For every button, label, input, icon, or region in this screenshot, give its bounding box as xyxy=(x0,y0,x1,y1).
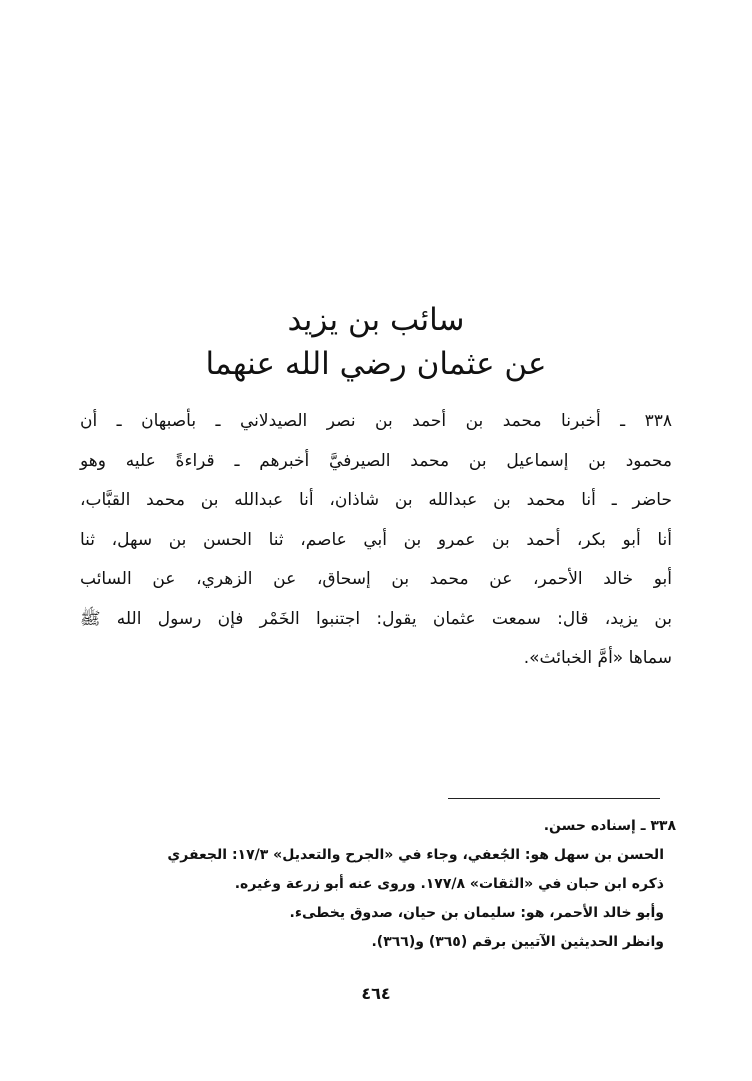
hadith-text xyxy=(80,402,672,679)
footnote-line: وأبو خالد الأحمر، هو: سليمان بن حيان، صدوق يخطىء. xyxy=(289,905,664,921)
footnote-line: وانظر الحديثين الآتيين برقم (٣٦٥) و(٣٦٦). xyxy=(371,934,664,950)
body-line: حاضر ـ أنا محمد بن عبدالله بن شاذان، أنا عبدالله بن محمد القبَّاب، xyxy=(80,490,672,510)
body-line: أنا أبو بكر، أحمد بن عمرو بن أبي عاصم، ثنا الحسن بن سهل، ثنا xyxy=(80,529,672,550)
body-line: ٣٣٨ ـ أخبرنا محمد بن أحمد بن نصر الصيدلاني ـ بأصبهان ـ أن xyxy=(80,411,672,431)
heading-line-2: عن عثمان رضي الله عنهما xyxy=(205,346,547,382)
footnote-line: ذكره ابن حبان في «الثقات» ١٧٧/٨. وروى عنه أبو زرعة وغيره. xyxy=(234,876,664,892)
body-line: محمود بن إسماعيل بن محمد الصيرفيَّ أخبرهم ـ قراءةً عليه وهو xyxy=(80,450,672,471)
heading-line-1: سائب بن يزيد xyxy=(287,302,465,338)
body-line: بن يزيد، قال: سمعت عثمان يقول: اجتنبوا الخَمْر فإن رسول الله ﷺ xyxy=(80,608,672,629)
footnote-separator xyxy=(448,798,660,799)
footnote-line: ٣٣٨ ـ إسناده حسن. xyxy=(543,818,676,834)
footnote-line: الحسن بن سهل هو: الجُعفي، وجاء في «الجرح والتعديل» ١٧/٣: الجعفري xyxy=(167,847,664,863)
body-line: أبو خالد الأحمر، عن محمد بن إسحاق، عن الزهري، عن السائب xyxy=(80,569,672,589)
footnotes xyxy=(84,812,676,957)
chapter-heading xyxy=(80,298,672,386)
page-number: ٤٦٤ xyxy=(361,984,391,1003)
body-line: سماها «أمَّ الخبائث». xyxy=(523,648,672,668)
